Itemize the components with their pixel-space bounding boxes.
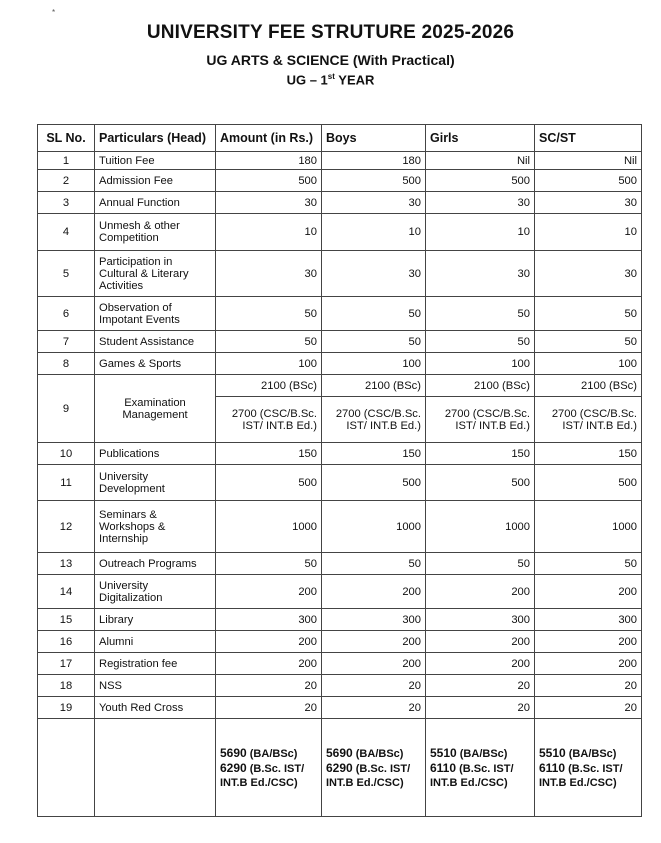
cell-amount: 50: [216, 297, 322, 331]
cell-boys: 30: [322, 192, 426, 214]
cell-scst: 30: [535, 251, 642, 297]
cell-boys: 100: [322, 353, 426, 375]
cell-girls: 300: [426, 609, 535, 631]
cell-exam-csc: 2700 (CSC/B.Sc. IST/ INT.B Ed.): [426, 397, 535, 443]
table-row: [38, 501, 642, 553]
col-header-amount: Amount (in Rs.): [216, 125, 322, 152]
cell-sl: 9: [38, 375, 95, 443]
cell-particulars: Unmesh & other Competition: [95, 214, 216, 251]
cell-girls: 200: [426, 653, 535, 675]
cell-sl: 7: [38, 331, 95, 353]
cell-girls: 20: [426, 697, 535, 719]
cell-girls: 50: [426, 553, 535, 575]
cell-exam-bsc: 2100 (BSc): [535, 375, 642, 397]
cell-total: [426, 719, 535, 817]
table-row: [38, 631, 642, 653]
cell-scst: 200: [535, 575, 642, 609]
cell-girls: Nil: [426, 152, 535, 170]
cell-boys: 200: [322, 575, 426, 609]
cell-sl: 1: [38, 152, 95, 170]
cell-particulars: Tuition Fee: [95, 152, 216, 170]
cell-girls: 150: [426, 443, 535, 465]
cell-amount: 200: [216, 653, 322, 675]
cell-boys: 300: [322, 609, 426, 631]
cell-sl: 11: [38, 465, 95, 501]
table-row: [38, 609, 642, 631]
cell-girls: 50: [426, 297, 535, 331]
col-header-scst: SC/ST: [535, 125, 642, 152]
cell-sl: 10: [38, 443, 95, 465]
cell-exam-csc: 2700 (CSC/B.Sc. IST/ INT.B Ed.): [216, 397, 322, 443]
table-row: [38, 170, 642, 192]
cell-girls: 200: [426, 575, 535, 609]
cell-boys: 150: [322, 443, 426, 465]
cell-boys: 20: [322, 675, 426, 697]
cell-amount: 10: [216, 214, 322, 251]
cell-particulars: Examination Management: [95, 375, 216, 443]
cell-total-sl: [38, 719, 95, 817]
cell-exam-bsc: 2100 (BSc): [216, 375, 322, 397]
total-amount: 5510: [430, 745, 457, 760]
year-suffix: YEAR: [334, 72, 375, 88]
table-row: [38, 353, 642, 375]
cell-sl: 2: [38, 170, 95, 192]
cell-particulars: Games & Sports: [95, 353, 216, 375]
table-row: [38, 675, 642, 697]
cell-amount: 200: [216, 575, 322, 609]
cell-scst: 10: [535, 214, 642, 251]
cell-boys: 20: [322, 697, 426, 719]
cell-amount: 1000: [216, 501, 322, 553]
cell-sl: 16: [38, 631, 95, 653]
total-amount: 5690: [326, 745, 353, 760]
cell-amount: 30: [216, 251, 322, 297]
cell-amount: 50: [216, 553, 322, 575]
cell-sl: 6: [38, 297, 95, 331]
fee-table-body: [38, 152, 642, 817]
cell-sl: 19: [38, 697, 95, 719]
cell-sl: 12: [38, 501, 95, 553]
table-row: [38, 443, 642, 465]
col-header-particulars: Particulars (Head): [95, 125, 216, 152]
table-row: [38, 192, 642, 214]
cell-boys: 500: [322, 170, 426, 192]
year-sup: st: [327, 72, 335, 81]
total-amount-note: (BA/BSc): [249, 747, 298, 760]
total-amount-alt: 6290: [220, 760, 247, 775]
cell-boys: 50: [322, 297, 426, 331]
cell-scst: 500: [535, 465, 642, 501]
table-row: [38, 465, 642, 501]
cell-amount: 150: [216, 443, 322, 465]
cell-exam-bsc: 2100 (BSc): [322, 375, 426, 397]
cell-sl: 5: [38, 251, 95, 297]
table-row: [38, 331, 642, 353]
cell-exam-csc: 2700 (CSC/B.Sc. IST/ INT.B Ed.): [322, 397, 426, 443]
cell-boys: 1000: [322, 501, 426, 553]
total-amount-alt-note: (B.Sc. IST/ INT.B Ed./CSC): [430, 762, 514, 789]
total-amount-alt-note: (B.Sc. IST/ INT.B Ed./CSC): [326, 762, 411, 789]
cell-particulars: Annual Function: [95, 192, 216, 214]
table-row: [38, 152, 642, 170]
cell-boys: 30: [322, 251, 426, 297]
page-title: UNIVERSITY FEE STRUTURE 2025-2026: [146, 22, 515, 43]
page-subtitle: UG ARTS & SCIENCE (With Practical): [206, 52, 455, 68]
cell-exam-csc: 2700 (CSC/B.Sc. IST/ INT.B Ed.): [535, 397, 642, 443]
cell-particulars: NSS: [95, 675, 216, 697]
cell-scst: 300: [535, 609, 642, 631]
cell-particulars: Library: [95, 609, 216, 631]
cell-girls: 200: [426, 631, 535, 653]
table-row-exam: [38, 375, 642, 397]
cell-girls: 500: [426, 465, 535, 501]
cell-particulars: Admission Fee: [95, 170, 216, 192]
cell-scst: 100: [535, 353, 642, 375]
cell-particulars: Youth Red Cross: [95, 697, 216, 719]
cell-sl: 13: [38, 553, 95, 575]
cell-amount: 500: [216, 465, 322, 501]
cell-particulars: University Development: [95, 465, 216, 501]
cell-total: [322, 719, 426, 817]
table-row: [38, 251, 642, 297]
table-row: [38, 697, 642, 719]
cell-amount: 20: [216, 697, 322, 719]
cell-particulars: Observation of Impotant Events: [95, 297, 216, 331]
cell-scst: 150: [535, 443, 642, 465]
header-row: [38, 125, 642, 152]
cell-amount: 100: [216, 353, 322, 375]
cell-boys: 200: [322, 631, 426, 653]
cell-boys: 50: [322, 331, 426, 353]
cell-scst: 20: [535, 675, 642, 697]
total-amount-alt: 6110: [539, 760, 566, 775]
cell-scst: 500: [535, 170, 642, 192]
cell-particulars: Seminars & Workshops & Internship: [95, 501, 216, 553]
cell-sl: 8: [38, 353, 95, 375]
cell-boys: 10: [322, 214, 426, 251]
col-header-girls: Girls: [426, 125, 535, 152]
cell-total: [216, 719, 322, 817]
cell-scst: 50: [535, 553, 642, 575]
cell-amount: 50: [216, 331, 322, 353]
cell-particulars: Outreach Programs: [95, 553, 216, 575]
year-prefix: UG – 1: [286, 72, 328, 88]
table-row: [38, 575, 642, 609]
cell-scst: 30: [535, 192, 642, 214]
table-row: [38, 553, 642, 575]
total-amount-alt: 6290: [326, 760, 353, 775]
cell-girls: 20: [426, 675, 535, 697]
cell-amount: 20: [216, 675, 322, 697]
cell-amount: 180: [216, 152, 322, 170]
cell-boys: 500: [322, 465, 426, 501]
cell-sl: 4: [38, 214, 95, 251]
total-amount-alt-note: (B.Sc. IST/ INT.B Ed./CSC): [539, 762, 623, 789]
cell-total: [535, 719, 642, 817]
cell-amount: 30: [216, 192, 322, 214]
col-header-sl: SL No.: [38, 125, 95, 152]
cell-exam-bsc: 2100 (BSc): [426, 375, 535, 397]
cell-amount: 300: [216, 609, 322, 631]
year-heading: [0, 72, 661, 87]
cell-sl: 17: [38, 653, 95, 675]
col-header-boys: Boys: [322, 125, 426, 152]
totals-row: [38, 719, 642, 817]
cell-total-label: [95, 719, 216, 817]
cell-particulars: Registration fee: [95, 653, 216, 675]
cell-scst: 50: [535, 297, 642, 331]
cell-boys: 180: [322, 152, 426, 170]
cell-girls: 10: [426, 214, 535, 251]
cell-girls: 500: [426, 170, 535, 192]
cell-girls: 1000: [426, 501, 535, 553]
cell-sl: 15: [38, 609, 95, 631]
cell-amount: 200: [216, 631, 322, 653]
cell-scst: 200: [535, 653, 642, 675]
table-row: [38, 297, 642, 331]
table-row: [38, 214, 642, 251]
cell-particulars: Student Assistance: [95, 331, 216, 353]
cell-scst: 50: [535, 331, 642, 353]
cell-sl: 3: [38, 192, 95, 214]
total-amount: 5690: [220, 745, 247, 760]
corner-mark: *: [52, 8, 56, 17]
cell-scst: 200: [535, 631, 642, 653]
cell-particulars: Publications: [95, 443, 216, 465]
fee-table: [37, 124, 642, 817]
cell-girls: 30: [426, 251, 535, 297]
total-amount: 5510: [539, 745, 566, 760]
cell-scst: Nil: [535, 152, 642, 170]
table-row: [38, 653, 642, 675]
total-amount-alt-note: (B.Sc. IST/ INT.B Ed./CSC): [220, 762, 305, 789]
cell-sl: 14: [38, 575, 95, 609]
total-amount-note: (BA/BSc): [568, 747, 617, 760]
cell-girls: 50: [426, 331, 535, 353]
total-amount-note: (BA/BSc): [459, 747, 508, 760]
cell-girls: 30: [426, 192, 535, 214]
total-amount-note: (BA/BSc): [355, 747, 404, 760]
cell-boys: 200: [322, 653, 426, 675]
cell-boys: 50: [322, 553, 426, 575]
cell-scst: 20: [535, 697, 642, 719]
cell-particulars: Alumni: [95, 631, 216, 653]
total-amount-alt: 6110: [430, 760, 457, 775]
cell-sl: 18: [38, 675, 95, 697]
cell-particulars: Participation in Cultural & Literary Activities: [95, 251, 216, 297]
cell-scst: 1000: [535, 501, 642, 553]
cell-particulars: University Digitalization: [95, 575, 216, 609]
cell-girls: 100: [426, 353, 535, 375]
cell-amount: 500: [216, 170, 322, 192]
